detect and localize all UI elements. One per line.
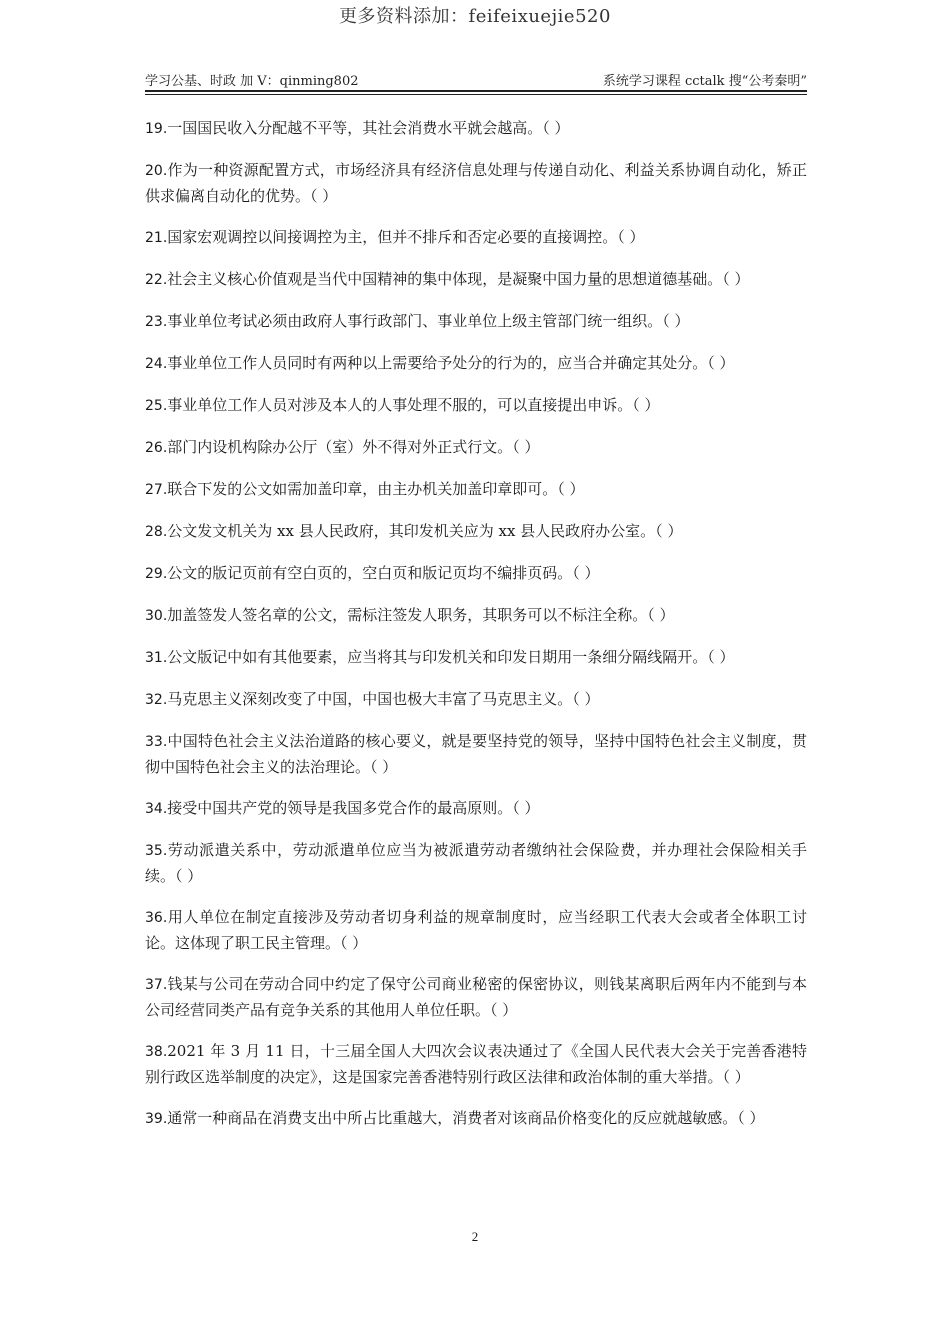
question-number: 35. [145,843,168,859]
question-item [145,1106,807,1132]
header-rule-thin [145,94,807,95]
question-number: 34. [145,801,168,817]
question-text: 接受中国共产党的领导是我国多党合作的最高原则。（ ） [167,799,540,817]
question-number: 32. [145,692,168,708]
question-text: 加盖签发人签名章的公文，需标注签发人职务，其职务可以不标注全称。（ ） [167,606,675,624]
question-item [145,309,807,335]
question-text: 事业单位工作人员对涉及本人的人事处理不服的，可以直接提出申诉。（ ） [167,396,660,414]
question-number: 21. [145,230,168,246]
question-item [145,351,807,377]
question-number: 27. [145,482,168,498]
question-text: 公文发文机关为 xx 县人民政府，其印发机关应为 xx 县人民政府办公室。（ ） [167,522,683,540]
question-text: 2021 年 3 月 11 日，十三届全国人大四次会议表决通过了《全国人民代表大会关于完善香港特别行政区选举制度的决定》，这是国家完善香港特别行政区法律和政治体制的重大举措。（ ） [145,1042,807,1086]
question-item [145,603,807,629]
header-right-text: 系统学习课程 cctalk 搜“公考秦明” [602,74,807,89]
question-text: 联合下发的公文如需加盖印章，由主办机关加盖印章即可。（ ） [167,480,585,498]
question-item [145,225,807,251]
question-item [145,972,807,1023]
page-header [145,70,807,90]
question-number: 25. [145,398,168,414]
question-text: 钱某与公司在劳动合同中约定了保守公司商业秘密的保密协议，则钱某离职后两年内不能到与本公司经营同类产品有竞争关系的其他用人单位任职。（ ） [145,975,807,1019]
question-text: 马克思主义深刻改变了中国，中国也极大丰富了马克思主义。（ ） [167,690,600,708]
question-item [145,435,807,461]
question-item [145,477,807,503]
question-item [145,561,807,587]
question-number: 38. [145,1044,168,1060]
question-number: 23. [145,314,168,330]
question-number: 30. [145,608,168,624]
question-item [145,729,807,780]
question-item [145,796,807,822]
question-number: 33. [145,734,168,750]
question-item [145,393,807,419]
question-item [145,158,807,209]
question-text: 用人单位在制定直接涉及劳动者切身利益的规章制度时，应当经职工代表大会或者全体职工讨论。这体现了职工民主管理。（ ） [145,908,807,952]
question-item [145,116,807,142]
header-left-text: 学习公基、时政 加 V：qinming802 [145,74,359,89]
question-text: 中国特色社会主义法治道路的核心要义，就是要坚持党的领导，坚持中国特色社会主义制度，贯彻中国特色社会主义的法治理论。（ ） [145,732,807,776]
question-text: 社会主义核心价值观是当代中国精神的集中体现，是凝聚中国力量的思想道德基础。（ ） [167,270,750,288]
question-text: 事业单位工作人员同时有两种以上需要给予处分的行为的，应当合并确定其处分。（ ） [167,354,735,372]
question-text: 一国国民收入分配越不平等，其社会消费水平就会越高。（ ） [167,119,570,137]
question-number: 22. [145,272,168,288]
question-number: 36. [145,910,168,926]
question-number: 29. [145,566,168,582]
header-rule-thick [145,90,807,92]
question-number: 37. [145,977,168,993]
question-text: 劳动派遣关系中，劳动派遣单位应当为被派遣劳动者缴纳社会保险费，并办理社会保险相关手续。（ ） [145,841,807,885]
question-item [145,687,807,713]
question-text: 通常一种商品在消费支出中所占比重越大，消费者对该商品价格变化的反应就越敏感。（ ） [167,1109,765,1127]
question-text: 公文的版记页前有空白页的，空白页和版记页均不编排页码。（ ） [167,564,600,582]
question-number: 28. [145,524,168,540]
question-number: 31. [145,650,168,666]
question-list [145,116,807,1148]
question-number: 39. [145,1111,168,1127]
question-text: 公文版记中如有其他要素，应当将其与印发机关和印发日期用一条细分隔线隔开。（ ） [167,648,735,666]
question-item [145,267,807,293]
question-item [145,519,807,545]
question-number: 19. [145,121,168,137]
question-item [145,645,807,671]
question-text: 作为一种资源配置方式，市场经济具有经济信息处理与传递自动化、利益关系协调自动化，矫正供求偏离自动化的优势。（ ） [145,161,807,205]
question-text: 事业单位考试必须由政府人事行政部门、事业单位上级主管部门统一组织。（ ） [167,312,690,330]
question-item [145,905,807,956]
question-item [145,838,807,889]
page-number: 2 [471,1229,479,1244]
question-number: 20. [145,163,168,179]
question-number: 26. [145,440,168,456]
question-text: 国家宏观调控以间接调控为主，但并不排斥和否定必要的直接调控。（ ） [167,228,645,246]
question-text: 部门内设机构除办公厅（室）外不得对外正式行文。（ ） [167,438,540,456]
question-number: 24. [145,356,168,372]
watermark-text: 更多资料添加：feifeixuejie520 [339,6,611,27]
question-item [145,1039,807,1090]
